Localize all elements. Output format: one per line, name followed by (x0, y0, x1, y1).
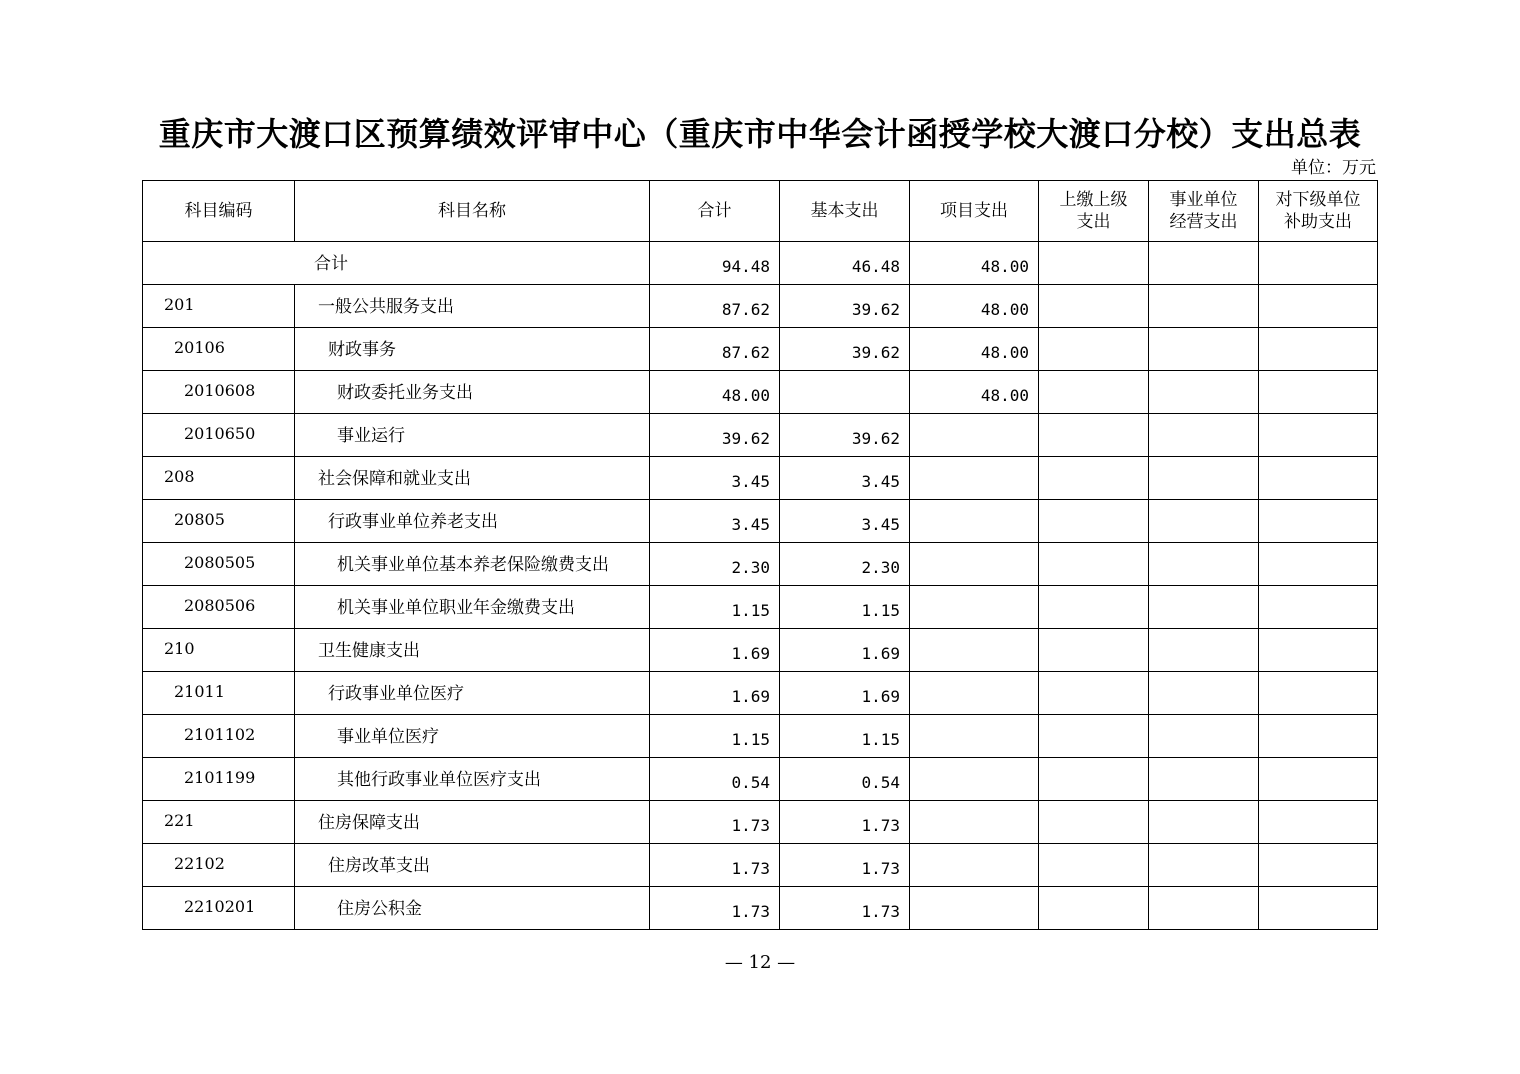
cell-name: 机关事业单位职业年金缴费支出 (295, 586, 650, 629)
cell-basic: 1.15 (780, 586, 910, 629)
cell-project (910, 457, 1039, 500)
cell-subsidy (1259, 328, 1378, 371)
cell-upper (1039, 500, 1149, 543)
cell-total: 1.15 (650, 715, 780, 758)
header-basic: 基本支出 (780, 181, 910, 242)
cell-business (1149, 328, 1259, 371)
cell-upper (1039, 543, 1149, 586)
unit-label: 单位：万元 (1291, 158, 1376, 178)
header-upper-line2: 支出 (1076, 212, 1111, 232)
cell-upper (1039, 328, 1149, 371)
cell-upper (1039, 758, 1149, 801)
cell-project: 48.00 (910, 328, 1039, 371)
cell-project (910, 844, 1039, 887)
cell-total: 1.73 (650, 844, 780, 887)
total-total: 94.48 (650, 242, 780, 285)
header-business-line2: 经营支出 (1169, 212, 1238, 232)
cell-subsidy (1259, 758, 1378, 801)
cell-code: 22102 (143, 844, 295, 887)
cell-code: 2210201 (143, 887, 295, 930)
cell-subsidy (1259, 500, 1378, 543)
cell-name: 机关事业单位基本养老保险缴费支出 (295, 543, 650, 586)
cell-code: 21011 (143, 672, 295, 715)
table-row (143, 328, 1378, 371)
cell-total: 1.73 (650, 801, 780, 844)
cell-upper (1039, 371, 1149, 414)
total-business (1149, 242, 1259, 285)
cell-upper (1039, 285, 1149, 328)
cell-basic: 39.62 (780, 414, 910, 457)
total-upper (1039, 242, 1149, 285)
cell-total: 0.54 (650, 758, 780, 801)
cell-business (1149, 414, 1259, 457)
cell-project (910, 629, 1039, 672)
cell-project (910, 414, 1039, 457)
header-business (1149, 181, 1259, 242)
cell-project (910, 758, 1039, 801)
cell-business (1149, 844, 1259, 887)
cell-code: 20106 (143, 328, 295, 371)
expenditure-table (142, 180, 1378, 930)
cell-name: 一般公共服务支出 (295, 285, 650, 328)
cell-business (1149, 672, 1259, 715)
cell-basic: 0.54 (780, 758, 910, 801)
cell-basic: 1.73 (780, 801, 910, 844)
header-upper-line1: 上缴上级 (1059, 190, 1128, 210)
cell-business (1149, 715, 1259, 758)
cell-code: 208 (143, 457, 295, 500)
cell-subsidy (1259, 371, 1378, 414)
cell-project (910, 672, 1039, 715)
cell-basic (780, 371, 910, 414)
cell-subsidy (1259, 586, 1378, 629)
cell-basic: 3.45 (780, 457, 910, 500)
cell-name: 财政委托业务支出 (295, 371, 650, 414)
cell-project (910, 715, 1039, 758)
cell-total: 39.62 (650, 414, 780, 457)
cell-basic: 2.30 (780, 543, 910, 586)
header-project: 项目支出 (910, 181, 1039, 242)
header-business-line1: 事业单位 (1169, 190, 1238, 210)
cell-business (1149, 586, 1259, 629)
cell-business (1149, 543, 1259, 586)
total-subsidy (1259, 242, 1378, 285)
cell-business (1149, 887, 1259, 930)
cell-name: 行政事业单位养老支出 (295, 500, 650, 543)
cell-business (1149, 500, 1259, 543)
table-row (143, 672, 1378, 715)
cell-business (1149, 629, 1259, 672)
cell-basic: 3.45 (780, 500, 910, 543)
cell-code: 221 (143, 801, 295, 844)
cell-code: 2080506 (143, 586, 295, 629)
header-subsidy-line2: 补助支出 (1284, 212, 1352, 232)
cell-name: 住房改革支出 (295, 844, 650, 887)
cell-total: 48.00 (650, 371, 780, 414)
page-title: 重庆市大渡口区预算绩效评审中心（重庆市中华会计函授学校大渡口分校）支出总表 (158, 115, 1362, 153)
cell-code: 2010608 (143, 371, 295, 414)
cell-total: 2.30 (650, 543, 780, 586)
header-subsidy-line1: 对下级单位 (1275, 190, 1361, 210)
cell-code: 2010650 (143, 414, 295, 457)
total-project: 48.00 (910, 242, 1039, 285)
cell-code: 2101199 (143, 758, 295, 801)
cell-upper (1039, 672, 1149, 715)
cell-business (1149, 371, 1259, 414)
table-row (143, 543, 1378, 586)
cell-project (910, 586, 1039, 629)
cell-name: 住房保障支出 (295, 801, 650, 844)
cell-upper (1039, 629, 1149, 672)
cell-total: 87.62 (650, 328, 780, 371)
cell-upper (1039, 887, 1149, 930)
header-name: 科目名称 (295, 181, 650, 242)
header-upper (1039, 181, 1149, 242)
cell-basic: 1.73 (780, 887, 910, 930)
cell-business (1149, 457, 1259, 500)
total-row (143, 242, 1378, 285)
total-basic: 46.48 (780, 242, 910, 285)
table-row (143, 586, 1378, 629)
cell-total: 1.69 (650, 629, 780, 672)
cell-subsidy (1259, 844, 1378, 887)
table-row (143, 801, 1378, 844)
cell-subsidy (1259, 543, 1378, 586)
cell-code: 2101102 (143, 715, 295, 758)
cell-name: 事业单位医疗 (295, 715, 650, 758)
cell-total: 1.73 (650, 887, 780, 930)
cell-basic: 39.62 (780, 285, 910, 328)
cell-upper (1039, 586, 1149, 629)
cell-code: 2080505 (143, 543, 295, 586)
cell-subsidy (1259, 672, 1378, 715)
table-row (143, 285, 1378, 328)
cell-code: 201 (143, 285, 295, 328)
cell-upper (1039, 414, 1149, 457)
cell-subsidy (1259, 887, 1378, 930)
cell-basic: 39.62 (780, 328, 910, 371)
table-row (143, 715, 1378, 758)
cell-code: 210 (143, 629, 295, 672)
cell-name: 卫生健康支出 (295, 629, 650, 672)
table-row (143, 457, 1378, 500)
header-subsidy (1259, 181, 1378, 242)
cell-name: 财政事务 (295, 328, 650, 371)
cell-subsidy (1259, 414, 1378, 457)
cell-name: 其他行政事业单位医疗支出 (295, 758, 650, 801)
table-row (143, 887, 1378, 930)
table-row (143, 371, 1378, 414)
cell-basic: 1.69 (780, 629, 910, 672)
cell-basic: 1.15 (780, 715, 910, 758)
cell-upper (1039, 801, 1149, 844)
cell-total: 3.45 (650, 457, 780, 500)
table-row (143, 500, 1378, 543)
cell-subsidy (1259, 801, 1378, 844)
table-row (143, 758, 1378, 801)
cell-business (1149, 758, 1259, 801)
header-row (143, 181, 1378, 242)
cell-code: 20805 (143, 500, 295, 543)
page-number: — 12 — (724, 952, 796, 973)
cell-subsidy (1259, 629, 1378, 672)
cell-name: 住房公积金 (295, 887, 650, 930)
cell-total: 1.69 (650, 672, 780, 715)
cell-total: 3.45 (650, 500, 780, 543)
cell-subsidy (1259, 457, 1378, 500)
cell-project (910, 801, 1039, 844)
cell-project (910, 500, 1039, 543)
table-row (143, 629, 1378, 672)
cell-name: 社会保障和就业支出 (295, 457, 650, 500)
cell-total: 1.15 (650, 586, 780, 629)
cell-project (910, 543, 1039, 586)
cell-project: 48.00 (910, 371, 1039, 414)
table-row (143, 414, 1378, 457)
cell-business (1149, 285, 1259, 328)
header-total: 合计 (650, 181, 780, 242)
total-label: 合计 (143, 242, 650, 285)
header-code: 科目编码 (143, 181, 295, 242)
cell-subsidy (1259, 285, 1378, 328)
cell-total: 87.62 (650, 285, 780, 328)
cell-business (1149, 801, 1259, 844)
cell-project: 48.00 (910, 285, 1039, 328)
cell-name: 行政事业单位医疗 (295, 672, 650, 715)
table-row (143, 844, 1378, 887)
cell-project (910, 887, 1039, 930)
cell-basic: 1.73 (780, 844, 910, 887)
cell-subsidy (1259, 715, 1378, 758)
cell-upper (1039, 715, 1149, 758)
cell-basic: 1.69 (780, 672, 910, 715)
cell-name: 事业运行 (295, 414, 650, 457)
cell-upper (1039, 457, 1149, 500)
cell-upper (1039, 844, 1149, 887)
